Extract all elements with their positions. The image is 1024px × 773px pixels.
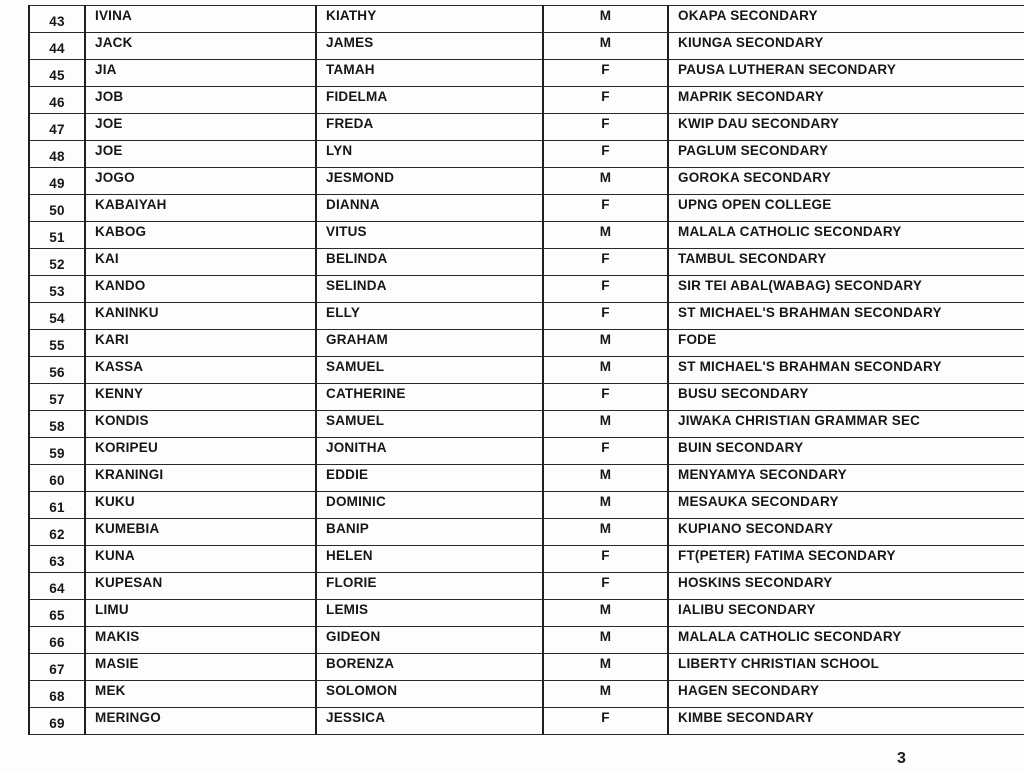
first-name-cell: JONITHA — [316, 438, 543, 465]
gender-cell: M — [543, 465, 668, 492]
roster-row — [29, 114, 1024, 141]
surname-cell: KARI — [85, 330, 316, 357]
school-cell: MALALA CATHOLIC SECONDARY — [668, 222, 1024, 249]
gender-cell: F — [543, 708, 668, 735]
roster-row — [29, 465, 1024, 492]
gender-cell: M — [543, 600, 668, 627]
gender-cell: M — [543, 168, 668, 195]
first-name-cell: FIDELMA — [316, 87, 543, 114]
roster-row — [29, 357, 1024, 384]
first-name-cell: BELINDA — [316, 249, 543, 276]
roster-row — [29, 330, 1024, 357]
school-cell: OKAPA SECONDARY — [668, 6, 1024, 33]
row-number-cell: 59 — [29, 438, 85, 465]
gender-cell: M — [543, 627, 668, 654]
first-name-cell: LYN — [316, 141, 543, 168]
row-number-cell: 66 — [29, 627, 85, 654]
gender-cell: F — [543, 438, 668, 465]
row-number-cell: 45 — [29, 60, 85, 87]
row-number-cell: 62 — [29, 519, 85, 546]
row-number-cell: 50 — [29, 195, 85, 222]
school-cell: IALIBU SECONDARY — [668, 600, 1024, 627]
surname-cell: KRANINGI — [85, 465, 316, 492]
school-cell: KIUNGA SECONDARY — [668, 33, 1024, 60]
surname-cell: MASIE — [85, 654, 316, 681]
school-cell: MESAUKA SECONDARY — [668, 492, 1024, 519]
gender-cell: F — [543, 276, 668, 303]
school-cell: GOROKA SECONDARY — [668, 168, 1024, 195]
surname-cell: KUPESAN — [85, 573, 316, 600]
row-number-cell: 63 — [29, 546, 85, 573]
gender-cell: F — [543, 546, 668, 573]
gender-cell: M — [543, 411, 668, 438]
school-cell: ST MICHAEL'S BRAHMAN SECONDARY — [668, 357, 1024, 384]
gender-cell: F — [543, 195, 668, 222]
row-number-cell: 46 — [29, 87, 85, 114]
first-name-cell: SAMUEL — [316, 411, 543, 438]
gender-cell: M — [543, 519, 668, 546]
school-cell: PAUSA LUTHERAN SECONDARY — [668, 60, 1024, 87]
roster-row — [29, 681, 1024, 708]
school-cell: TAMBUL SECONDARY — [668, 249, 1024, 276]
first-name-cell: TAMAH — [316, 60, 543, 87]
roster-row — [29, 492, 1024, 519]
row-number-cell: 56 — [29, 357, 85, 384]
surname-cell: LIMU — [85, 600, 316, 627]
surname-cell: JOB — [85, 87, 316, 114]
gender-cell: M — [543, 357, 668, 384]
school-cell: KIMBE SECONDARY — [668, 708, 1024, 735]
gender-cell: F — [543, 384, 668, 411]
roster-row — [29, 303, 1024, 330]
surname-cell: MAKIS — [85, 627, 316, 654]
surname-cell: KABAIYAH — [85, 195, 316, 222]
first-name-cell: GIDEON — [316, 627, 543, 654]
surname-cell: KUKU — [85, 492, 316, 519]
roster-row — [29, 573, 1024, 600]
surname-cell: MEK — [85, 681, 316, 708]
school-cell: JIWAKA CHRISTIAN GRAMMAR SEC — [668, 411, 1024, 438]
row-number-cell: 53 — [29, 276, 85, 303]
gender-cell: F — [543, 249, 668, 276]
gender-cell: F — [543, 573, 668, 600]
row-number-cell: 60 — [29, 465, 85, 492]
school-cell: ST MICHAEL'S BRAHMAN SECONDARY — [668, 303, 1024, 330]
surname-cell: JOE — [85, 141, 316, 168]
first-name-cell: HELEN — [316, 546, 543, 573]
gender-cell: F — [543, 141, 668, 168]
roster-table-body — [29, 6, 1024, 735]
first-name-cell: DOMINIC — [316, 492, 543, 519]
row-number-cell: 54 — [29, 303, 85, 330]
first-name-cell: SELINDA — [316, 276, 543, 303]
row-number-cell: 47 — [29, 114, 85, 141]
roster-row — [29, 384, 1024, 411]
first-name-cell: JESMOND — [316, 168, 543, 195]
first-name-cell: ELLY — [316, 303, 543, 330]
surname-cell: MERINGO — [85, 708, 316, 735]
roster-row — [29, 438, 1024, 465]
school-cell: HOSKINS SECONDARY — [668, 573, 1024, 600]
first-name-cell: GRAHAM — [316, 330, 543, 357]
row-number-cell: 49 — [29, 168, 85, 195]
surname-cell: KONDIS — [85, 411, 316, 438]
surname-cell: JOE — [85, 114, 316, 141]
gender-cell: M — [543, 330, 668, 357]
surname-cell: KORIPEU — [85, 438, 316, 465]
roster-row — [29, 600, 1024, 627]
page-number: 3 — [897, 750, 906, 767]
roster-row — [29, 546, 1024, 573]
roster-row — [29, 276, 1024, 303]
school-cell: KUPIANO SECONDARY — [668, 519, 1024, 546]
gender-cell: M — [543, 681, 668, 708]
gender-cell: F — [543, 60, 668, 87]
roster-row — [29, 411, 1024, 438]
surname-cell: KASSA — [85, 357, 316, 384]
roster-row — [29, 195, 1024, 222]
row-number-cell: 68 — [29, 681, 85, 708]
row-number-cell: 61 — [29, 492, 85, 519]
gender-cell: M — [543, 6, 668, 33]
roster-row — [29, 60, 1024, 87]
row-number-cell: 48 — [29, 141, 85, 168]
first-name-cell: DIANNA — [316, 195, 543, 222]
roster-row — [29, 249, 1024, 276]
roster-row — [29, 87, 1024, 114]
row-number-cell: 67 — [29, 654, 85, 681]
surname-cell: KAI — [85, 249, 316, 276]
gender-cell: F — [543, 303, 668, 330]
first-name-cell: CATHERINE — [316, 384, 543, 411]
first-name-cell: JESSICA — [316, 708, 543, 735]
school-cell: MAPRIK SECONDARY — [668, 87, 1024, 114]
surname-cell: KANINKU — [85, 303, 316, 330]
first-name-cell: BANIP — [316, 519, 543, 546]
surname-cell: KABOG — [85, 222, 316, 249]
row-number-cell: 43 — [29, 6, 85, 33]
row-number-cell: 51 — [29, 222, 85, 249]
school-cell: FT(PETER) FATIMA SECONDARY — [668, 546, 1024, 573]
gender-cell: F — [543, 87, 668, 114]
school-cell: FODE — [668, 330, 1024, 357]
surname-cell: JIA — [85, 60, 316, 87]
row-number-cell: 58 — [29, 411, 85, 438]
first-name-cell: JAMES — [316, 33, 543, 60]
first-name-cell: FLORIE — [316, 573, 543, 600]
first-name-cell: LEMIS — [316, 600, 543, 627]
row-number-cell: 55 — [29, 330, 85, 357]
school-cell: MENYAMYA SECONDARY — [668, 465, 1024, 492]
roster-row — [29, 6, 1024, 33]
surname-cell: KENNY — [85, 384, 316, 411]
surname-cell: IVINA — [85, 6, 316, 33]
gender-cell: M — [543, 222, 668, 249]
gender-cell: M — [543, 654, 668, 681]
roster-row — [29, 222, 1024, 249]
student-roster-table — [28, 5, 1024, 735]
row-number-cell: 57 — [29, 384, 85, 411]
first-name-cell: VITUS — [316, 222, 543, 249]
school-cell: SIR TEI ABAL(WABAG) SECONDARY — [668, 276, 1024, 303]
surname-cell: JACK — [85, 33, 316, 60]
gender-cell: M — [543, 33, 668, 60]
first-name-cell: FREDA — [316, 114, 543, 141]
school-cell: UPNG OPEN COLLEGE — [668, 195, 1024, 222]
roster-row — [29, 519, 1024, 546]
first-name-cell: BORENZA — [316, 654, 543, 681]
row-number-cell: 44 — [29, 33, 85, 60]
school-cell: LIBERTY CHRISTIAN SCHOOL — [668, 654, 1024, 681]
surname-cell: JOGO — [85, 168, 316, 195]
roster-row — [29, 627, 1024, 654]
surname-cell: KUNA — [85, 546, 316, 573]
row-number-cell: 65 — [29, 600, 85, 627]
roster-row — [29, 708, 1024, 735]
school-cell: BUSU SECONDARY — [668, 384, 1024, 411]
school-cell: PAGLUM SECONDARY — [668, 141, 1024, 168]
first-name-cell: SAMUEL — [316, 357, 543, 384]
school-cell: BUIN SECONDARY — [668, 438, 1024, 465]
first-name-cell: KIATHY — [316, 6, 543, 33]
school-cell: HAGEN SECONDARY — [668, 681, 1024, 708]
roster-row — [29, 168, 1024, 195]
row-number-cell: 64 — [29, 573, 85, 600]
gender-cell: F — [543, 114, 668, 141]
school-cell: KWIP DAU SECONDARY — [668, 114, 1024, 141]
row-number-cell: 52 — [29, 249, 85, 276]
gender-cell: M — [543, 492, 668, 519]
roster-row — [29, 654, 1024, 681]
school-cell: MALALA CATHOLIC SECONDARY — [668, 627, 1024, 654]
first-name-cell: SOLOMON — [316, 681, 543, 708]
roster-row — [29, 141, 1024, 168]
surname-cell: KANDO — [85, 276, 316, 303]
surname-cell: KUMEBIA — [85, 519, 316, 546]
first-name-cell: EDDIE — [316, 465, 543, 492]
roster-row — [29, 33, 1024, 60]
row-number-cell: 69 — [29, 708, 85, 735]
